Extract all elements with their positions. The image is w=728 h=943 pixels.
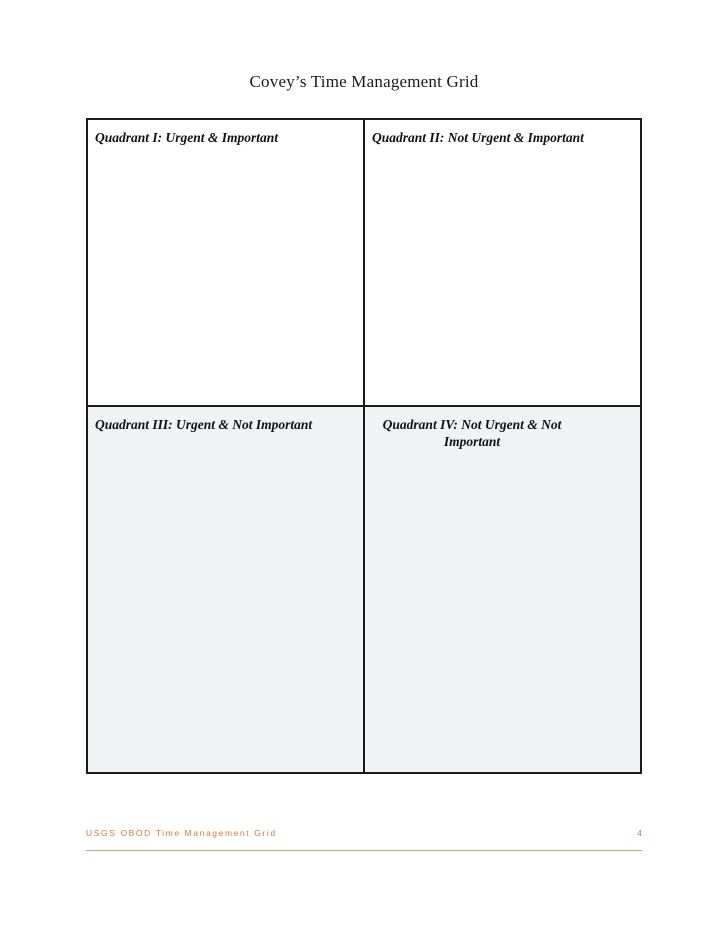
quadrant-4	[365, 407, 640, 772]
quadrant-2-label: Quadrant II: Not Urgent & Important	[372, 130, 584, 145]
quadrant-4-label: Quadrant IV: Not Urgent & Not Important	[382, 417, 562, 449]
quadrant-3-label: Quadrant III: Urgent & Not Important	[95, 417, 313, 432]
quadrant-3	[88, 407, 365, 772]
footer-document-name: USGS OBOD Time Management Grid	[86, 828, 277, 838]
quadrant-1	[88, 120, 365, 407]
page-title: Covey’s Time Management Grid	[249, 72, 479, 91]
footer-page-number: 4	[637, 828, 642, 838]
time-management-grid	[86, 118, 642, 774]
quadrant-1-label: Quadrant I: Urgent & Important	[95, 130, 279, 145]
footer-divider	[86, 850, 642, 851]
quadrant-2	[365, 120, 640, 407]
